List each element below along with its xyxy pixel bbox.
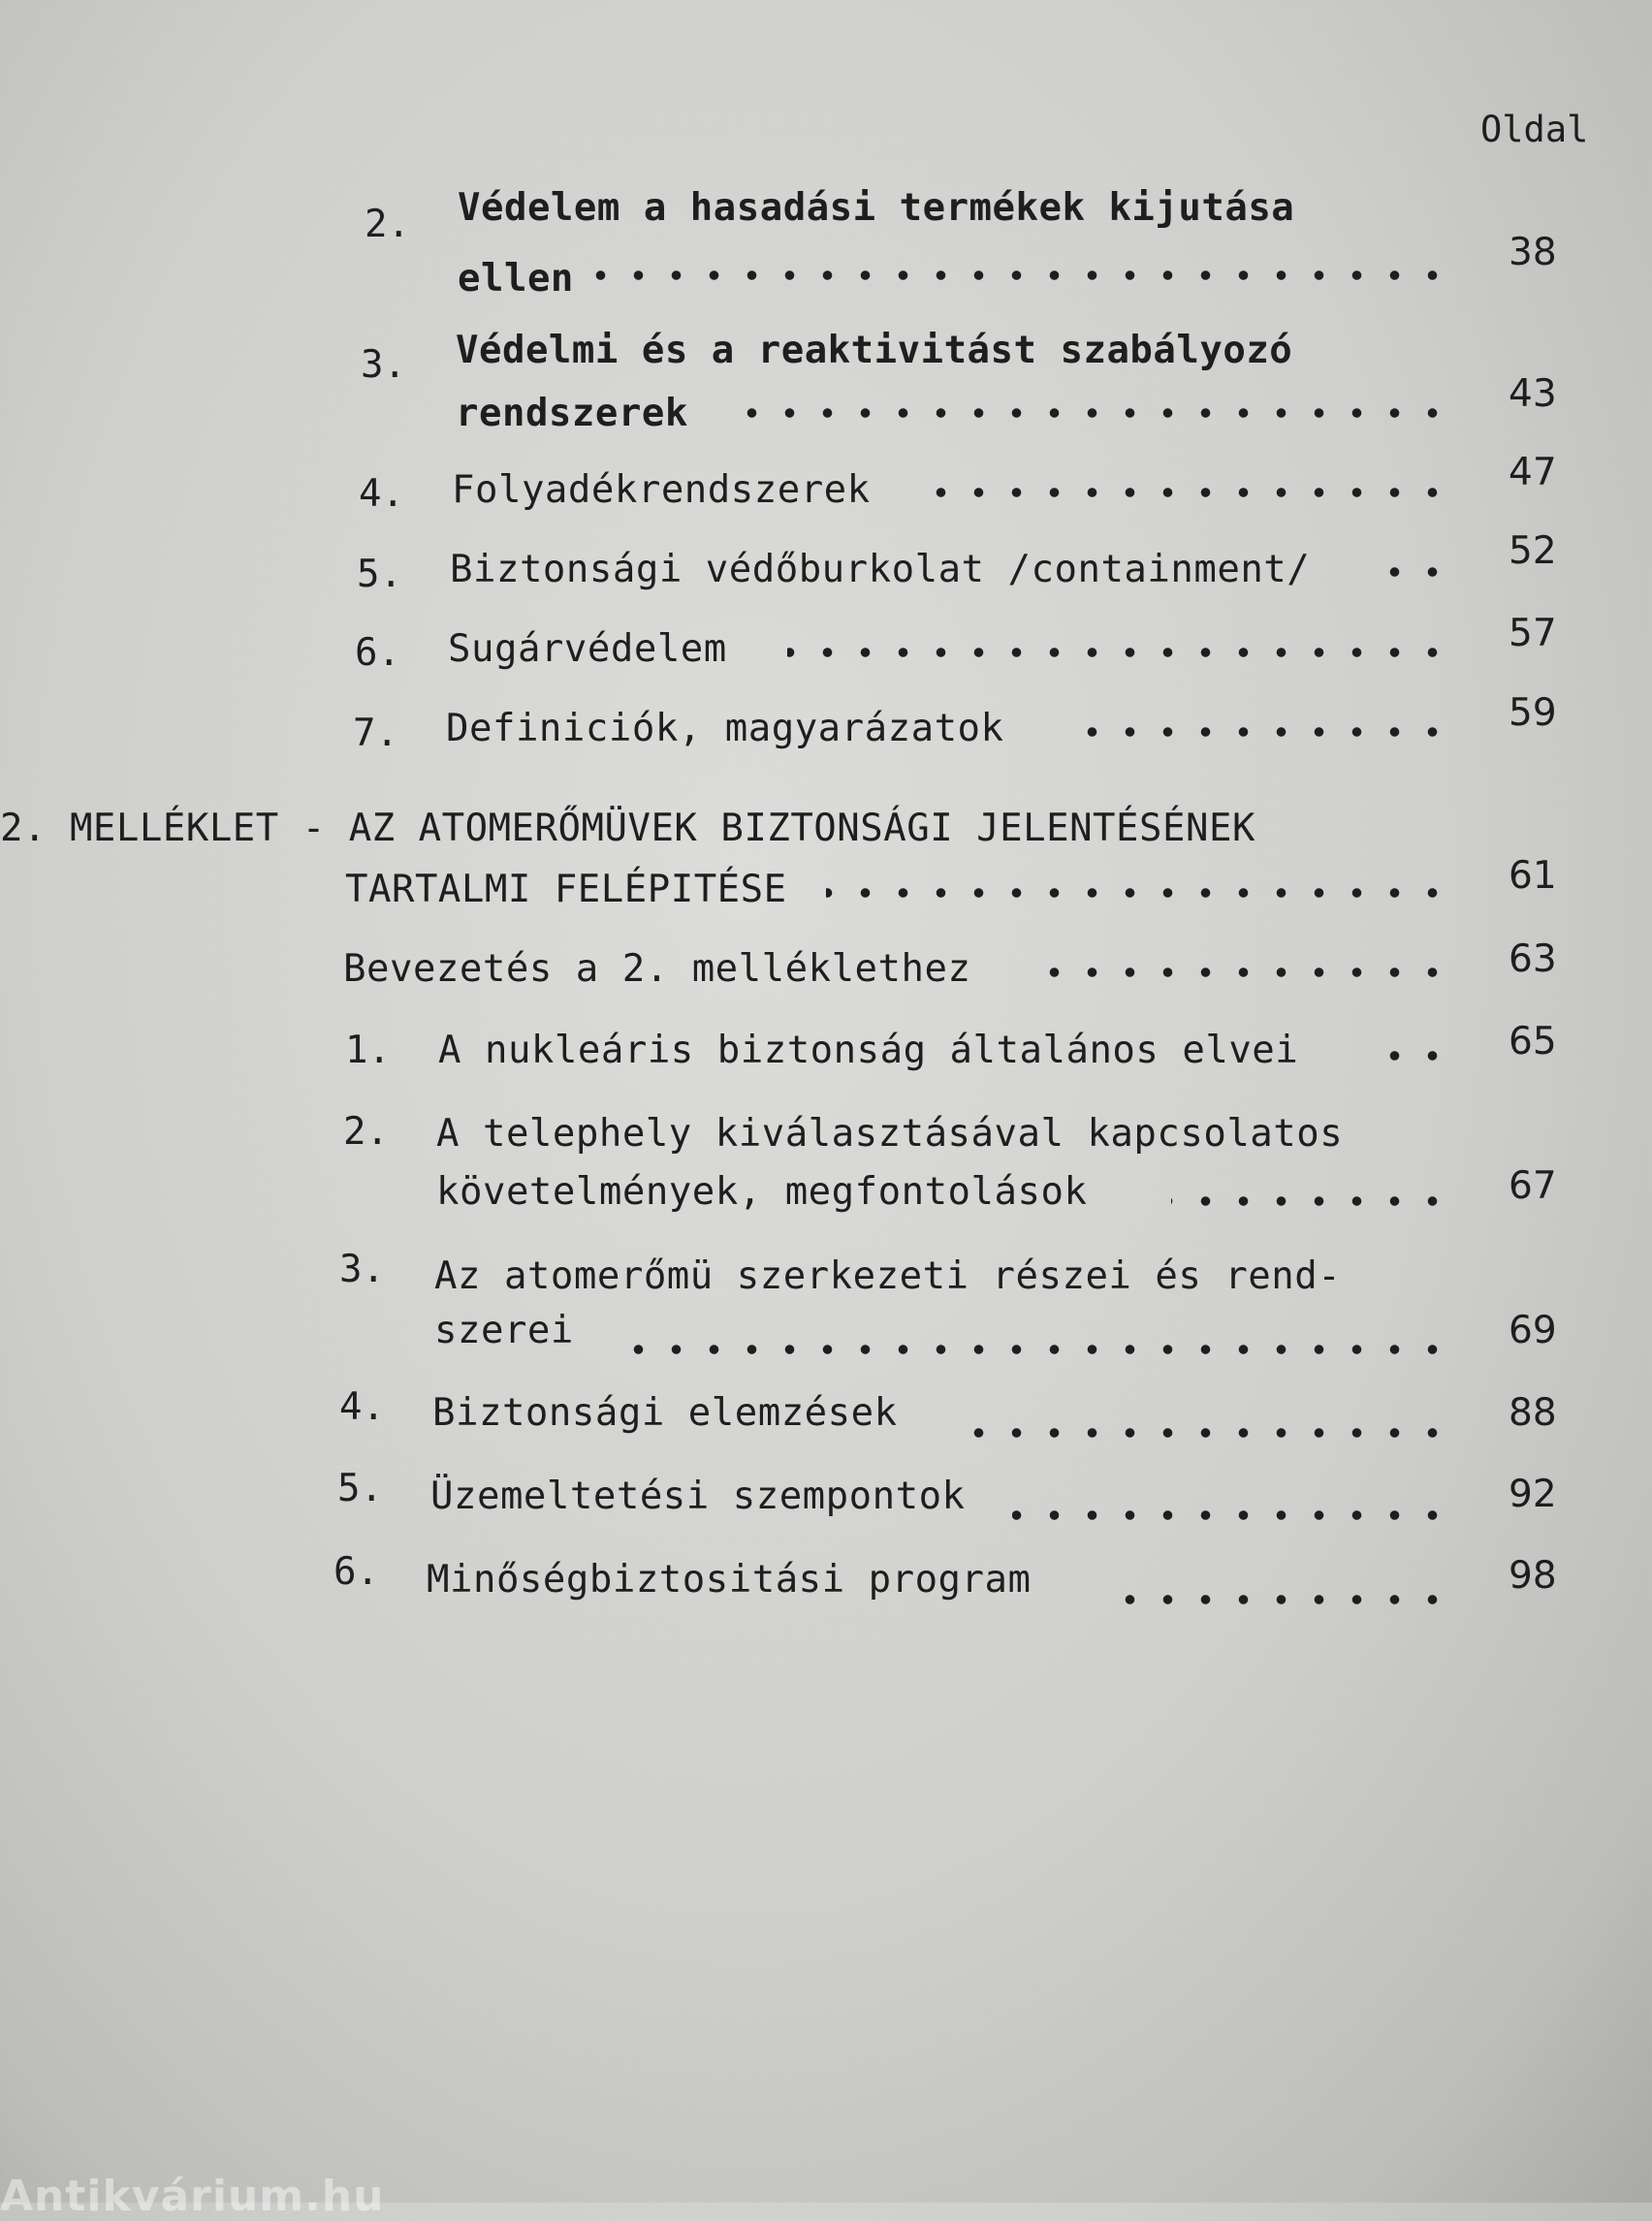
toc-item-title: A telephely kiválasztásával kapcsolatos [436, 1112, 1344, 1156]
toc-leader-dots [933, 487, 1451, 498]
toc-leader-dots [1028, 967, 1451, 978]
toc-item-title: Minőségbiztositási program [427, 1558, 1032, 1602]
toc-leader-dots [1105, 1594, 1451, 1605]
toc-page-number: 92 [1509, 1473, 1557, 1516]
toc-item-title: Folyadékrendszerek [452, 468, 871, 512]
watermark: Antikvárium.hu [0, 2172, 385, 2221]
toc-item-title-continued: követelmények, megfontolások [436, 1170, 1088, 1214]
toc-item-title-continued: ellen [458, 257, 574, 301]
toc-item-title: Biztonsági védőburkolat /containment/ [450, 548, 1311, 591]
toc-leader-dots [826, 887, 1451, 899]
appendix-intro: Bevezetés a 2. melléklethez [343, 947, 971, 991]
toc-leader-dots [1082, 726, 1451, 738]
toc-item-number: 1. [345, 1029, 391, 1072]
toc-item-title: Védelmi és a reaktivitást szabályozó [456, 329, 1293, 372]
appendix-heading-continued: TARTALMI FELÉPITÉSE [345, 868, 787, 911]
toc-item-number: 7. [353, 712, 398, 755]
toc-page-number: 38 [1509, 231, 1557, 274]
toc-page-number: 65 [1509, 1020, 1557, 1063]
toc-page-number: 98 [1509, 1554, 1557, 1598]
toc-page-number: 43 [1509, 372, 1557, 416]
toc-page-number: 63 [1509, 937, 1557, 981]
appendix-heading: 2. MELLÉKLET - AZ ATOMERŐMÜVEK BIZTONSÁGI JELENTÉSÉNEK [0, 807, 1255, 850]
toc-leader-dots [1377, 1050, 1451, 1062]
toc-item-number: 5. [357, 553, 402, 596]
toc-leader-dots [1377, 566, 1451, 578]
toc-item-number: 6. [334, 1550, 379, 1594]
toc-item-title-continued: szerei [434, 1309, 574, 1352]
toc-item-number: 6. [355, 631, 400, 675]
toc-leader-dots [737, 407, 1451, 419]
toc-item-number: 4. [359, 472, 404, 516]
toc-item-title: Az atomerőmü szerkezeti részei és rend- [434, 1254, 1342, 1298]
toc-item-title: Biztonsági elemzések [432, 1391, 898, 1435]
toc-item-number: 2. [343, 1110, 389, 1154]
toc-leader-dots [1012, 1509, 1451, 1521]
toc-item-number: 5. [337, 1467, 383, 1510]
toc-page-number: 52 [1509, 529, 1557, 573]
toc-page-number: 88 [1509, 1391, 1557, 1435]
toc-leader-dots [969, 1427, 1451, 1439]
toc-item-number: 2. [365, 203, 410, 246]
toc-item-number: 3. [339, 1248, 385, 1291]
toc-leader-dots [1171, 1195, 1451, 1207]
toc-page-number: 47 [1509, 451, 1557, 494]
toc-item-title: Sugárvédelem [448, 627, 727, 671]
toc-page-number: 57 [1509, 612, 1557, 655]
toc-item-title: Üzemeltetési szempontok [430, 1475, 966, 1518]
toc-page-number: 67 [1509, 1164, 1557, 1208]
toc-item-title: Definiciók, magyarázatok [446, 707, 1004, 750]
toc-leader-dots [628, 1344, 1451, 1355]
toc-item-number: 4. [339, 1385, 385, 1429]
toc-page-number: 69 [1509, 1309, 1557, 1352]
toc-leader-dots [593, 270, 1451, 281]
toc-item-number: 3. [361, 343, 406, 387]
toc-leader-dots [787, 647, 1451, 658]
page-column-header: Oldal [1480, 109, 1589, 150]
toc-item-title: Védelem a hasadási termékek kijutása [458, 186, 1295, 230]
toc-page-number: 59 [1509, 691, 1557, 735]
toc-item-title-continued: rendszerek [456, 392, 688, 435]
toc-item-title: A nukleáris biztonság általános elvei [438, 1029, 1299, 1072]
toc-page-number: 61 [1509, 854, 1557, 898]
